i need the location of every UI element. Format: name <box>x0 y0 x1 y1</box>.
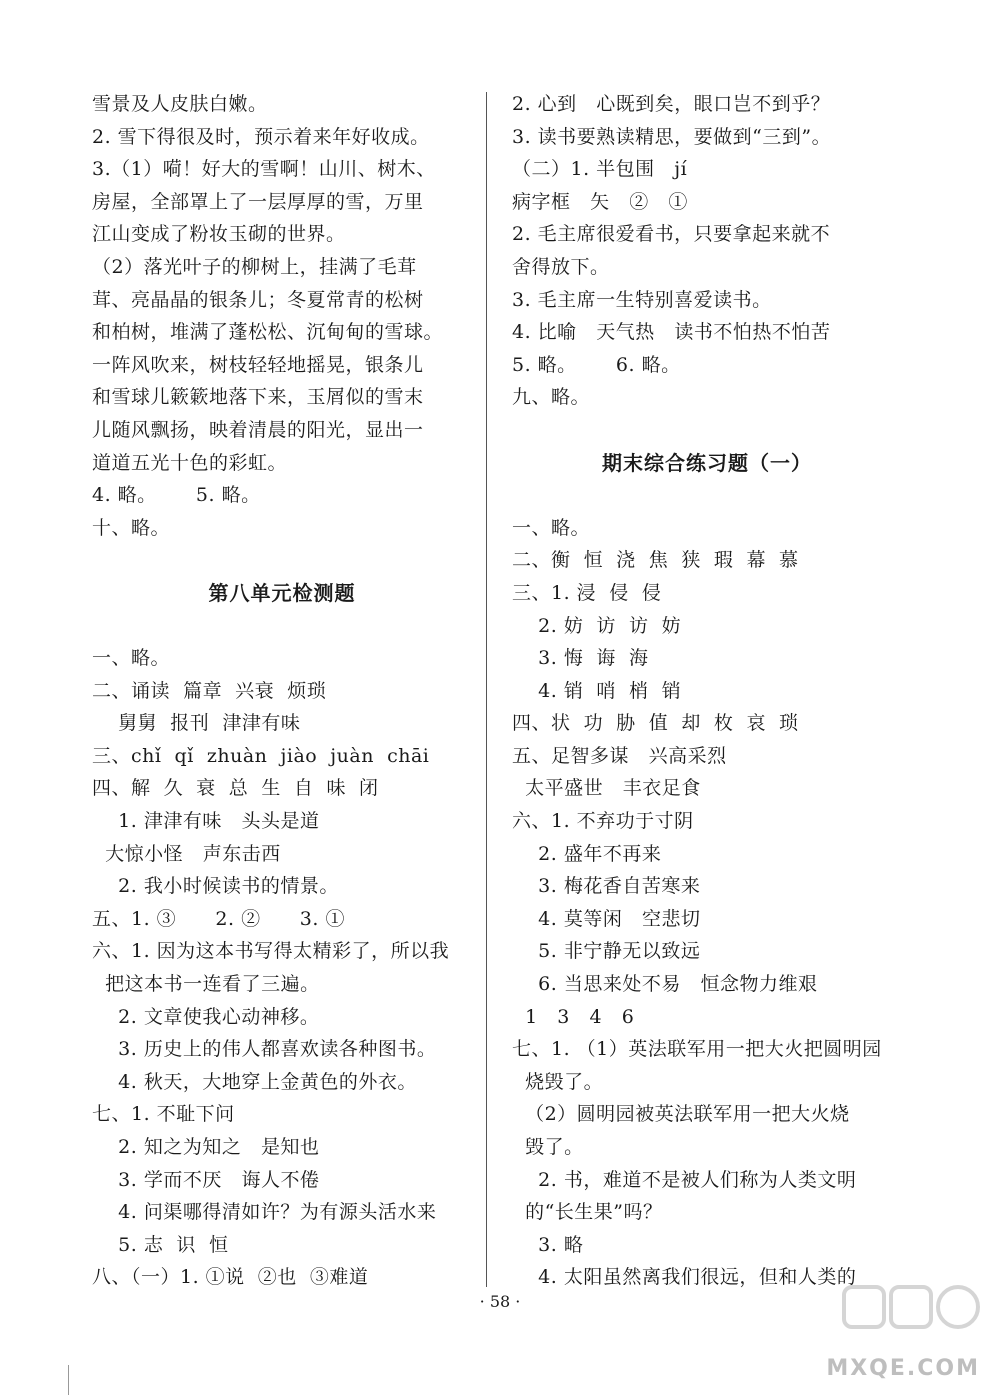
answer-line: 2. 妨 访 访 妨 <box>512 614 682 637</box>
answer-line: 八、（一）1. ①说 ②也 ③难道 <box>92 1266 369 1289</box>
left-column <box>92 88 472 1294</box>
answer-line: 一、略。 <box>92 647 171 670</box>
answer-line: 3. 历史上的伟人都喜欢读各种图书。 <box>92 1038 437 1061</box>
column-divider <box>486 92 487 1287</box>
spacer <box>512 414 902 447</box>
answer-line: 5. 略。 6. 略。 <box>512 353 681 376</box>
answer-line: 2. 毛主席很爱看书，只要拿起来就不 <box>512 223 831 246</box>
spacer <box>92 544 472 577</box>
answer-line: 烧毁了。 <box>512 1070 604 1093</box>
answer-line: 一阵风吹来，树枝轻轻地摇晃，银条儿 <box>92 353 424 376</box>
answer-line: 2. 盛年不再来 <box>512 842 662 865</box>
answer-line: 四、状 功 胁 值 却 枚 哀 琐 <box>512 712 799 735</box>
right-column <box>512 88 902 1294</box>
answer-line: 4. 略。 5. 略。 <box>92 484 261 507</box>
edge-mark <box>68 1365 69 1395</box>
answer-line: 道道五光十色的彩虹。 <box>92 451 288 474</box>
watermark-text: MXQE.COM <box>826 1356 980 1381</box>
answer-line: 茸、亮晶晶的银条儿；冬夏常青的松树 <box>92 288 424 311</box>
answer-line: 五、1. ③ 2. ② 3. ① <box>92 907 345 930</box>
answer-line: 四、解 久 衰 总 生 自 味 闭 <box>92 777 379 800</box>
spacer <box>92 610 472 643</box>
answer-line: 4. 太阳虽然离我们很远，但和人类的 <box>512 1266 857 1289</box>
answer-line: 2. 我小时候读书的情景。 <box>92 875 339 898</box>
answer-line: 3. 梅花香自苦寒来 <box>512 875 701 898</box>
answer-line: 舅舅 报刊 津津有味 <box>92 712 301 735</box>
answer-line: 3. 读书要熟读精思，要做到“三到”。 <box>512 125 832 148</box>
section-heading: 第八单元检测题 <box>208 580 356 605</box>
answer-line: 把这本书一连看了三遍。 <box>92 973 320 996</box>
answer-line: 三、1. 浸 侵 侵 <box>512 581 662 604</box>
answer-line: 3. 悔 诲 海 <box>512 647 649 670</box>
answer-line: 毁了。 <box>512 1136 584 1158</box>
answer-line: 江山变成了粉妆玉砌的世界。 <box>92 223 346 246</box>
spacer <box>512 479 902 512</box>
answer-line: 1. 津津有味 头头是道 <box>92 810 320 833</box>
answer-line: 五、足智多谋 兴高采烈 <box>512 744 727 767</box>
answer-line: 大惊小怪 声东击西 <box>92 842 281 865</box>
page-number: · 58 · <box>479 1292 521 1311</box>
answer-line: 2. 雪下得很及时，预示着来年好收成。 <box>92 125 430 148</box>
answer-line: 4. 问渠哪得清如许？为有源头活水来 <box>92 1201 437 1224</box>
answer-line: 2. 书，难道不是被人们称为人类文明 <box>512 1168 857 1191</box>
answer-line: 1 3 4 6 <box>512 1005 635 1028</box>
answer-line: 一、略。 <box>512 516 591 539</box>
answer-line: 太平盛世 丰衣足食 <box>512 777 701 800</box>
answer-line: 5. 志 识 恒 <box>92 1233 229 1256</box>
answer-line: 六、1. 因为这本书写得太精彩了，所以我 <box>92 940 450 963</box>
answer-line: 4. 秋天，大地穿上金黄色的外衣。 <box>92 1070 417 1093</box>
answer-line: 和柏树，堆满了蓬松松、沉甸甸的雪球。 <box>92 321 444 344</box>
answer-line: （二）1. 半包围 jí <box>512 158 688 181</box>
answer-line: 3. 略 <box>512 1233 584 1256</box>
answer-line: 房屋，全部罩上了一层厚厚的雪，万里 <box>92 190 424 213</box>
answer-line: 2. 知之为知之 是知也 <box>92 1136 320 1158</box>
answer-line: 九、略。 <box>512 386 591 409</box>
answer-line: 6. 当思来处不易 恒念物力维艰 <box>512 973 818 996</box>
answer-line: 4. 莫等闲 空悲切 <box>512 907 701 930</box>
answer-line: 三、chǐ qǐ zhuàn jiào juàn chāi <box>92 744 430 767</box>
answer-line: 2. 文章使我心动神移。 <box>92 1005 320 1028</box>
section-heading: 期末综合练习题（一） <box>602 450 812 475</box>
answer-line: 和雪球儿簌簌地落下来，玉屑似的雪末 <box>92 386 424 409</box>
answer-line: 的“长生果”吗？ <box>512 1201 663 1224</box>
answer-line: 儿随风飘扬，映着清晨的阳光，显出一 <box>92 418 424 441</box>
answer-line: 3.（1）嗬！好大的雪啊！山川、树木、 <box>92 158 436 181</box>
answer-line: 4. 销 哨 梢 销 <box>512 679 682 702</box>
answer-line: （2）圆明园被英法联军用一把大火烧 <box>512 1103 850 1126</box>
answer-line: （2）落光叶子的柳树上，挂满了毛茸 <box>92 255 417 278</box>
answer-line: 雪景及人皮肤白嫩。 <box>92 93 268 115</box>
answer-line: 3. 毛主席一生特别喜爱读书。 <box>512 288 772 311</box>
answer-line: 七、1. 不耻下问 <box>92 1103 235 1126</box>
answer-line: 2. 心到 心既到矣，眼口岂不到乎？ <box>512 93 831 115</box>
answer-line: 4. 比喻 天气热 读书不怕热不怕苦 <box>512 321 831 344</box>
answer-line: 舍得放下。 <box>512 255 610 278</box>
answer-line: 六、1. 不弃功于寸阴 <box>512 810 694 833</box>
answer-line: 5. 非宁静无以致远 <box>512 940 701 963</box>
answer-line: 十、略。 <box>92 516 171 539</box>
answer-line: 七、1. （1）英法联军用一把大火把圆明园 <box>512 1038 882 1061</box>
answer-line: 病字框 矢 ② ① <box>512 190 688 213</box>
answer-line: 二、衡 恒 浇 焦 狭 瑕 幕 慕 <box>512 549 799 572</box>
answer-line: 3. 学而不厌 诲人不倦 <box>92 1168 320 1191</box>
answer-line: 二、诵读 篇章 兴衰 烦琐 <box>92 679 327 702</box>
